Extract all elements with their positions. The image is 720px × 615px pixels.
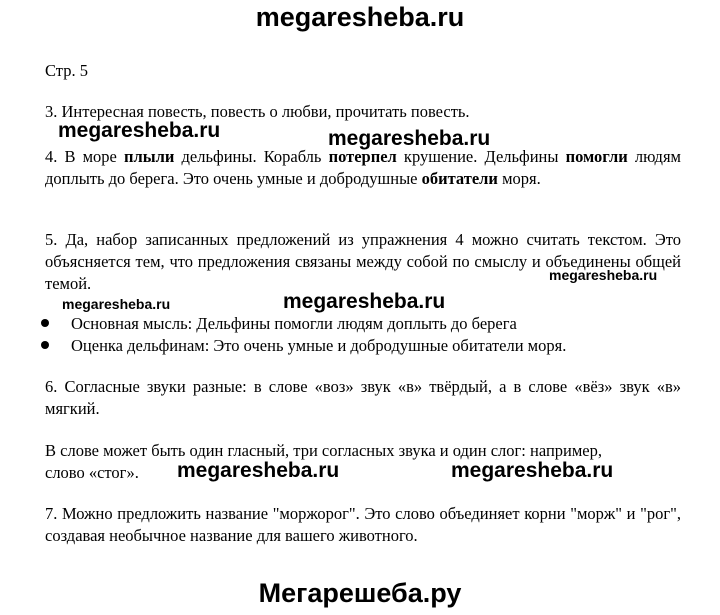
answer-6-note: В слове может быть один гласный, три согласных звука и один слог: например, слово «стог».	[45, 441, 602, 482]
watermark-overlay: megaresheba.ru	[177, 459, 340, 482]
bullet-text: Основная мысль: Дельфины помогли людям доплыть до берега	[71, 314, 517, 333]
answer-4-part4: людям доплыть до берега. Это очень умные и добродушные	[45, 147, 681, 188]
watermark-overlay: megaresheba.ru	[328, 127, 491, 150]
answer-6: 6. Согласные звуки разные: в слове «воз» звук «в» твёрдый, а в слове «вёз» звук «в» мягкий.	[45, 377, 681, 418]
bullet-dot-icon	[41, 319, 49, 327]
watermark-overlay: megaresheba.ru	[58, 119, 221, 142]
bullet-text: Оценка дельфинам: Это очень умные и добродушные обитатели моря.	[71, 336, 567, 355]
answer-4-bold3: помогли	[565, 147, 628, 166]
answer-4-part2: дельфины. Корабль	[174, 147, 329, 166]
answer-4-bold2: потерпел	[328, 147, 397, 166]
watermark-overlay: megaresheba.ru	[451, 459, 614, 482]
answer-5: 5. Да, набор записанных предложений из упражнения 4 можно считать текстом. Это объясняется тем, что предложения связаны между собой по смыслу и объединены общей темой.	[45, 230, 681, 293]
watermark-top: megaresheba.ru	[255, 2, 465, 32]
page-label: Стр. 5	[45, 61, 88, 80]
answer-4-part5: моря.	[497, 169, 541, 188]
watermark-bottom: Мегарешеба.ру	[258, 578, 462, 608]
bullet-item-evaluation	[41, 335, 681, 357]
watermark-overlay: megaresheba.ru	[283, 290, 446, 313]
answer-4-bold4: обитатели	[421, 169, 498, 188]
answer-4-bold1: плыли	[124, 147, 175, 166]
answer-7: 7. Можно предложить название "моржорог". Это слово объединяет корни "морж" и "рог", создавая необычное название для вашего животного.	[45, 504, 681, 545]
bullet-item-main-idea	[41, 313, 681, 335]
answer-4	[45, 146, 681, 190]
bullet-dot-icon	[41, 341, 49, 349]
answer-3: 3. Интересная повесть, повесть о любви, прочитать повесть.	[45, 102, 470, 121]
answer-4-part1: 4. В море	[45, 147, 124, 166]
watermark-overlay: megaresheba.ru	[62, 296, 171, 312]
watermark-overlay: megaresheba.ru	[549, 267, 658, 283]
answer-4-part3: крушение. Дельфины	[396, 147, 566, 166]
